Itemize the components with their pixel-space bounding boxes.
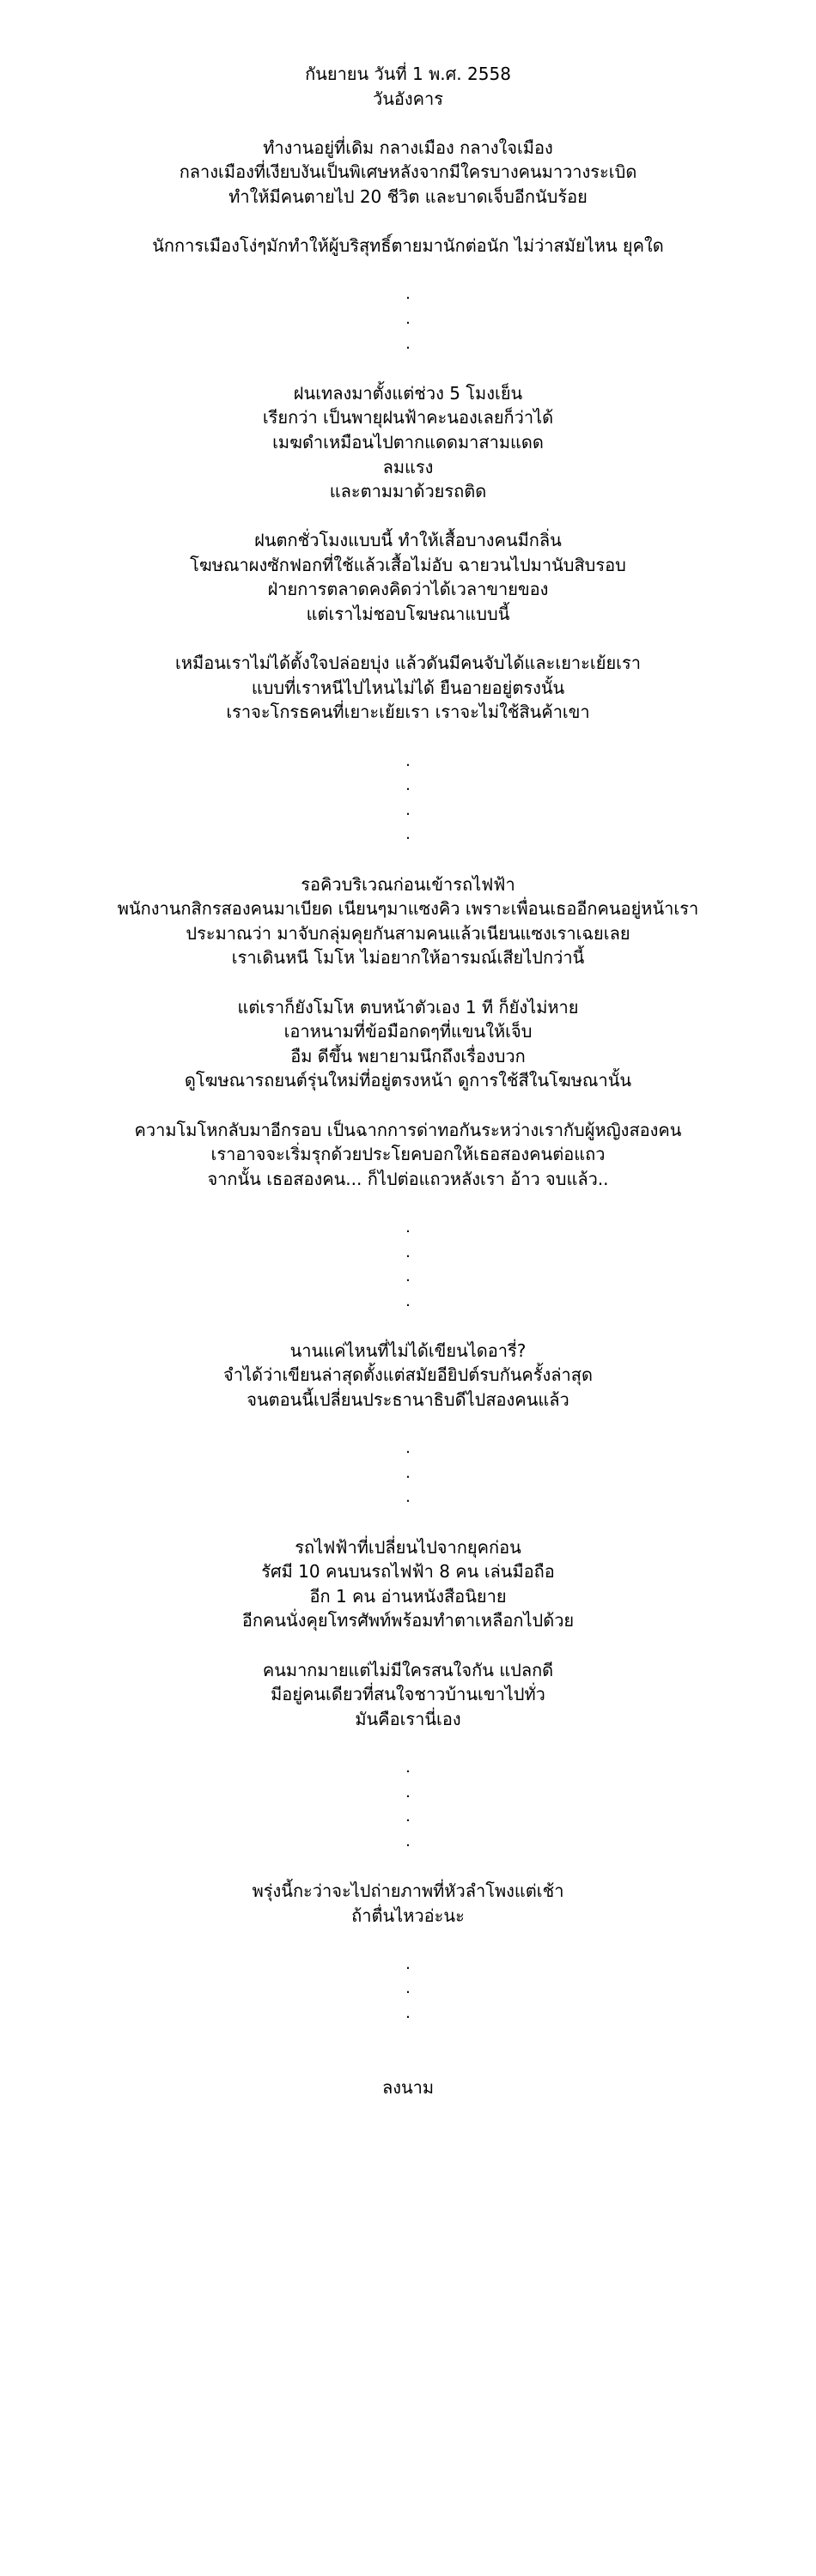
- diary-line: พนักงานกสิกรสองคนมาเบียด เนียนๆมาแซงคิว เพราะเพื่อนเธออีกคนอยู่หน้าเรา: [117, 898, 699, 920]
- diary-line: คนมากมายแต่ไม่มีใครสนใจกัน แปลกดี: [262, 1659, 554, 1680]
- diary-line: ดูโฆษณารถยนต์รุ่นใหม่ที่อยู่ตรงหน้า ดูการใช้สีในโฆษณานั้น: [184, 1070, 632, 1091]
- blank-line: [0, 970, 816, 995]
- blank-line: [0, 1093, 816, 1118]
- blank-line: [0, 627, 816, 652]
- blank-line: [0, 356, 816, 381]
- diary-line: นักการเมืองโง่ๆมักทำให้ผู้บริสุทธิ์ตายมานักต่อนัก ไม่ว่าสมัยไหน ยุคใด: [152, 235, 664, 257]
- separator-dot: .: [405, 1439, 411, 1458]
- diary-line: จำได้ว่าเขียนล่าสุดตั้งแต่สมัยอียิปต์รบกันครั้งล่าสุด: [223, 1364, 593, 1386]
- separator-dot: .: [405, 1832, 411, 1850]
- blank-line: [0, 1314, 816, 1339]
- separator-dot: .: [405, 800, 411, 819]
- diary-line: ทำให้มีคนตายไป 20 ชีวิต และบาดเจ็บอีกนับร้อย: [228, 185, 588, 207]
- diary-line: กลางเมืองที่เงียบงันเป็นพิเศษหลังจากมีใครบางคนมาวางระเบิด: [179, 161, 637, 183]
- separator-dot: .: [405, 2003, 411, 2022]
- diary-line: ทำงานอยู่ที่เดิม กลางเมือง กลางใจเมือง: [263, 137, 553, 158]
- diary-line: ฝนตกชั่วโมงแบบนี้ ทำให้เสื้อบางคนมีกลิ่น: [254, 530, 562, 551]
- diary-line: ฝ่ายการตลาดคงคิดว่าได้เวลาขายของ: [267, 579, 549, 600]
- blank-line: [0, 848, 816, 872]
- separator-dot: .: [405, 751, 411, 770]
- blank-line: [0, 210, 816, 234]
- diary-line: ลงนาม: [381, 2076, 435, 2098]
- separator-dot: .: [405, 1979, 411, 1998]
- separator-dot: .: [405, 1291, 411, 1310]
- diary-line: โฆษณาผงซักฟอกที่ใช้แล้วเสื้อไม่อับ ฉายวนไปมานับสิบรอบ: [190, 554, 626, 575]
- diary-line: แต่เราก็ยังโมโห ตบหน้าตัวเอง 1 ที ก็ยังไม่หาย: [237, 996, 579, 1018]
- separator-dot: .: [405, 1807, 411, 1826]
- blank-line: [0, 725, 816, 750]
- blank-line: [0, 1928, 816, 1953]
- separator-dot: .: [405, 1758, 411, 1777]
- blank-line: [0, 111, 816, 136]
- blank-line: [0, 1633, 816, 1658]
- date-heading: วันอังคาร: [372, 88, 444, 109]
- date-heading: กันยายน วันที่ 1 พ.ศ. 2558: [305, 64, 511, 84]
- diary-line: มีอยู่คนเดียวที่สนใจชาวบ้านเขาไปทั่ว: [271, 1684, 545, 1705]
- diary-line: ถ้าตื่นไหวอ่ะนะ: [351, 1905, 465, 1926]
- diary-line: อืม ดีขึ้น พยายามนึกถึงเรื่องบวก: [290, 1045, 526, 1066]
- separator-dot: .: [405, 1463, 411, 1482]
- separator-dot: .: [405, 1242, 411, 1261]
- diary-line: จนตอนนี้เปลี่ยนประธานาธิบดีไปสองคนแล้ว: [247, 1389, 569, 1411]
- diary-line: รอคิวบริเวณก่อนเข้ารถไฟฟ้า: [301, 873, 515, 895]
- blank-line: [0, 1413, 816, 1437]
- diary-line: ประมาณว่า มาจับกลุ่มคุยกันสามคนแล้วเนียนแซงเราเฉยเลย: [186, 922, 630, 944]
- blank-line: [0, 1191, 816, 1216]
- blank-line: [0, 258, 816, 283]
- blank-line: [0, 1854, 816, 1879]
- diary-line: ความโมโหกลับมาอีกรอบ เป็นฉากการด่าทอกันระหว่างเรากับผู้หญิงสองคน: [134, 1119, 682, 1140]
- separator-dot: .: [405, 1218, 411, 1236]
- diary-line: ลมแรง: [382, 456, 434, 477]
- separator-dot: .: [405, 776, 411, 795]
- separator-dot: .: [405, 1267, 411, 1286]
- diary-document: [0, 62, 816, 2099]
- separator-dot: .: [405, 309, 411, 328]
- diary-line: แบบที่เราหนีไปไหนไม่ได้ ยืนอายอยู่ตรงนั้น: [251, 677, 565, 698]
- diary-line: เราจะโกรธคนที่เยาะเย้ยเรา เราจะไม่ใช้สินค้าเขา: [226, 702, 590, 723]
- diary-line: เรียกว่า เป็นพายุฝนฟ้าคะนองเลยก็ว่าได้: [262, 407, 554, 428]
- diary-line: ฝนเทลงมาตั้งแต่ช่วง 5 โมงเย็น: [293, 382, 523, 404]
- blank-line: [0, 504, 816, 529]
- separator-dot: .: [405, 1488, 411, 1507]
- diary-line: นานแค่ไหนที่ไม่ได้เขียนไดอารี่?: [289, 1340, 527, 1361]
- separator-dot: .: [405, 334, 411, 353]
- diary-line: รัศมี 10 คนบนรถไฟฟ้า 8 คน เล่นมือถือ: [261, 1561, 555, 1583]
- diary-line: รถไฟฟ้าที่เปลี่ยนไปจากยุคก่อน: [295, 1536, 521, 1558]
- diary-line: เราเดินหนี โมโห ไม่อยากให้อารมณ์เสียไปกว่านี้: [231, 947, 585, 969]
- diary-line: เหมือนเราไม่ได้ตั้งใจปล่อยบุ่ง แล้วดันมีคนจับได้และเยาะเย้ยเรา: [175, 653, 641, 674]
- blank-line: [0, 2026, 816, 2051]
- blank-line: [0, 1731, 816, 1756]
- blank-line: [0, 1510, 816, 1535]
- diary-line: และตามมาด้วยรถติด: [329, 481, 487, 502]
- diary-line: พรุ่งนี้กะว่าจะไปถ่ายภาพที่หัวลำโพงแต่เช้า: [252, 1880, 564, 1901]
- separator-dot: .: [405, 1954, 411, 1973]
- blank-line: [0, 2050, 816, 2075]
- diary-line: จากนั้น เธอสองคน... ก็ไปต่อแถวหลังเรา อ้าว จบแล้ว..: [207, 1168, 609, 1189]
- separator-dot: .: [405, 285, 411, 304]
- diary-line: อีก 1 คน อ่านหนังสือนิยาย: [309, 1585, 507, 1607]
- separator-dot: .: [405, 825, 411, 844]
- diary-line: เอาหนามที่ข้อมือกดๆที่แขนให้เจ็บ: [283, 1021, 533, 1042]
- diary-line: มันคือเรานี่เอง: [355, 1708, 461, 1729]
- separator-dot: .: [405, 1783, 411, 1801]
- diary-line: เมฆดำเหมือนไปตากแดดมาสามแดด: [272, 431, 544, 453]
- diary-line: แต่เราไม่ชอบโฆษณาแบบนี้: [306, 604, 510, 625]
- diary-line: อีกคนนั่งคุยโทรศัพท์พร้อมทำตาเหลือกไปด้วย: [241, 1610, 575, 1631]
- diary-line: เราอาจจะเริ่มรุกด้วยประโยคบอกให้เธอสองคนต่อแถว: [210, 1144, 606, 1165]
